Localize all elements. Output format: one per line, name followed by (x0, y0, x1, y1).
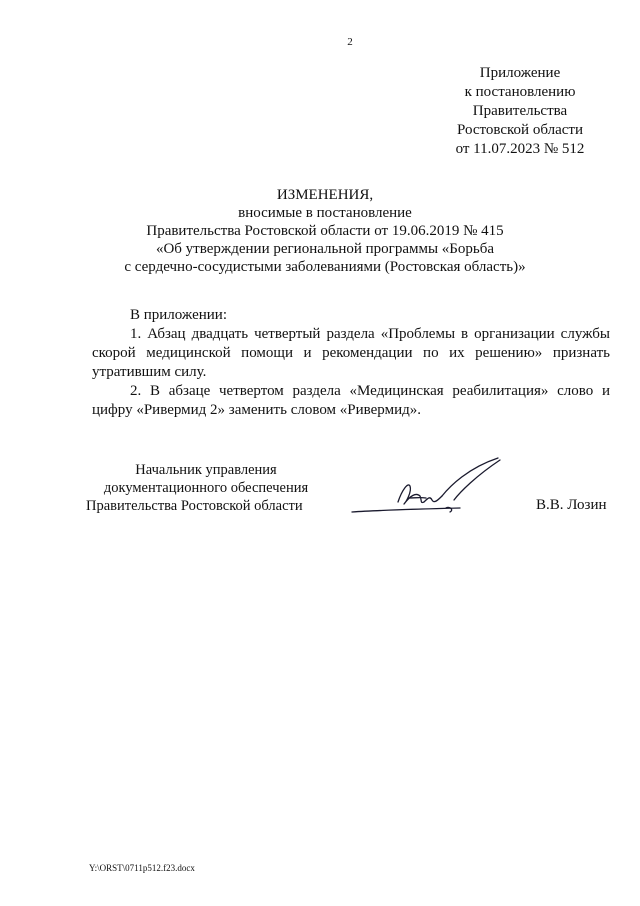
appendix-line: Правительства (472, 103, 568, 119)
item-2-paragraph: 2. В абзаце четвертом раздела «Медицинская реабилитация» слово и цифру «Ривермид 2» заменить словом «Ривермид». (92, 383, 610, 418)
document-body (92, 306, 610, 420)
position-line: Правительства Ростовской области (86, 498, 303, 514)
appendix-line: Ростовской области (457, 122, 583, 138)
signatory-position (86, 461, 326, 515)
position-line: Начальник управления (135, 462, 277, 478)
appendix-line: к постановлению (464, 84, 576, 100)
appendix-line: Приложение (479, 65, 561, 81)
document-title (60, 186, 590, 276)
title-line: с сердечно-сосудистыми заболеваниями (Ростовская область)» (124, 259, 526, 275)
appendix-line: от 11.07.2023 № 512 (455, 141, 585, 157)
title-line: Правительства Ростовской области от 19.06.2019 № 415 (146, 223, 504, 239)
intro-paragraph: В приложении: (130, 307, 227, 323)
handwritten-signature (350, 452, 510, 522)
appendix-header (420, 64, 620, 159)
file-path-footer: Y:\ORST\0711p512.f23.docx (89, 863, 195, 873)
item-1-paragraph: 1. Абзац двадцать четвертый раздела «Проблемы в организации службы скорой медицинской помощи и рекомендации по их решению» признать утратившим силу. (92, 326, 610, 380)
title-line: вносимые в постановление (238, 205, 412, 221)
signatory-name: В.В. Лозин (536, 497, 607, 513)
title-line: ИЗМЕНЕНИЯ, (276, 187, 374, 203)
title-line: «Об утверждении региональной программы «Борьба (155, 241, 495, 257)
page-number: 2 (347, 36, 353, 48)
position-line: документационного обеспечения (103, 480, 309, 496)
